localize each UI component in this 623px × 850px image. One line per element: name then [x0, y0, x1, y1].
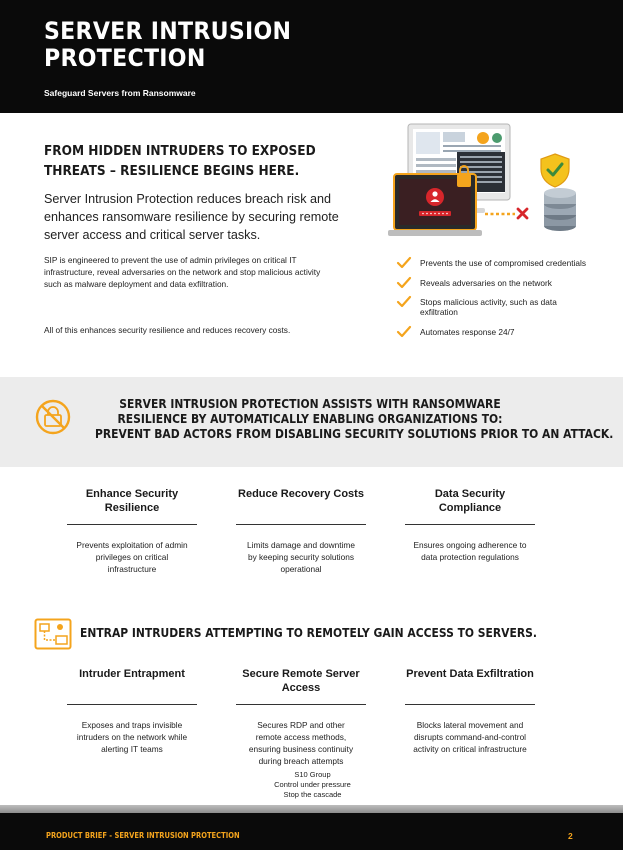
page-title: SERVER INTRUSION PROTECTION [44, 17, 292, 72]
tagline-line-3: Stop the cascade [283, 790, 342, 799]
tagline-company: S10 Group [294, 770, 331, 779]
benefit-column [405, 487, 535, 563]
feature-column [405, 667, 535, 755]
tagline-line-2: Control under pressure [274, 780, 351, 789]
feature-desc: Blocks lateral movement and disrupts command-and-control activity on critical infrastructure [413, 720, 527, 754]
server-intrusion-illustration [385, 122, 585, 252]
list-item [396, 258, 596, 268]
banner-line-1: SERVER INTRUSION PROTECTION ASSISTS WITH RANSOMWARE [119, 396, 501, 411]
checklist-text: Automates response 24/7 [420, 327, 515, 337]
check-icon [396, 325, 412, 339]
banner-line-3: PREVENT BAD ACTORS FROM DISABLING SECURITY SOLUTIONS PRIOR TO AN ATTACK. [95, 426, 614, 441]
benefit-title: Data Security Compliance [434, 488, 506, 514]
intro-body-2: All of this enhances security resilience and reduces recovery costs. [44, 325, 291, 335]
feature-title: Prevent Data Exfiltration [406, 668, 534, 680]
checklist-text: Prevents the use of compromised credentials [420, 258, 587, 268]
feature-title: Secure Remote Server Access [242, 668, 360, 694]
company-tagline [240, 770, 385, 800]
divider [405, 524, 535, 525]
section-2-heading: ENTRAP INTRUDERS ATTEMPTING TO REMOTELY GAIN ACCESS TO SERVERS. [80, 625, 537, 640]
intro-lead: Server Intrusion Protection reduces breach risk and enhances ransomware resilience by securing remote server access and critical server tasks. [44, 192, 339, 242]
benefit-column [236, 487, 366, 575]
list-item [396, 297, 596, 317]
feature-column [67, 667, 197, 755]
footer-label: PRODUCT BRIEF - SERVER INTRUSION PROTECTION [46, 831, 240, 840]
divider [67, 524, 197, 525]
feature-desc: Secures RDP and other remote access methods, ensuring business continuity during breach attempts [248, 720, 354, 766]
remote-access-icon [34, 618, 72, 650]
divider [67, 704, 197, 705]
divider [236, 704, 366, 705]
benefit-desc: Prevents exploitation of admin privileges on critical infrastructure [76, 540, 188, 574]
divider [236, 524, 366, 525]
banner-line-2: RESILIENCE BY AUTOMATICALLY ENABLING ORGANIZATIONS TO: [117, 411, 503, 426]
check-icon [396, 256, 412, 270]
benefit-column [67, 487, 197, 575]
feature-desc: Exposes and traps invisible intruders on the network while alerting IT teams [76, 720, 188, 754]
intro-body-1: SIP is engineered to prevent the use of admin privileges on critical IT infrastructure, reveal adversaries on the network and stop malicious activity such as malware deployment and data exfiltration. [44, 255, 321, 289]
list-item [396, 278, 596, 288]
intro-heading: FROM HIDDEN INTRUDERS TO EXPOSED THREATS – RESILIENCE BEGINS HERE. [44, 143, 316, 179]
list-item [396, 327, 596, 337]
check-icon [396, 295, 412, 309]
benefit-title: Enhance Security Resilience [85, 488, 179, 514]
feature-title: Intruder Entrapment [79, 668, 185, 680]
benefit-title: Reduce Recovery Costs [238, 488, 364, 500]
feature-column [236, 667, 366, 767]
checklist-text: Reveals adversaries on the network [420, 278, 552, 288]
banner-text [60, 396, 614, 441]
benefit-desc: Limits damage and downtime by keeping security solutions operational [247, 540, 355, 574]
checklist-text: Stops malicious activity, such as data exfiltration [420, 297, 557, 317]
divider [405, 704, 535, 705]
page-subtitle: Safeguard Servers from Ransomware [44, 88, 196, 98]
check-icon [396, 276, 412, 290]
feature-checklist [396, 258, 596, 347]
page-number: 2 [568, 831, 573, 841]
footer-divider [0, 805, 623, 813]
benefit-desc: Ensures ongoing adherence to data protection regulations [413, 540, 527, 562]
